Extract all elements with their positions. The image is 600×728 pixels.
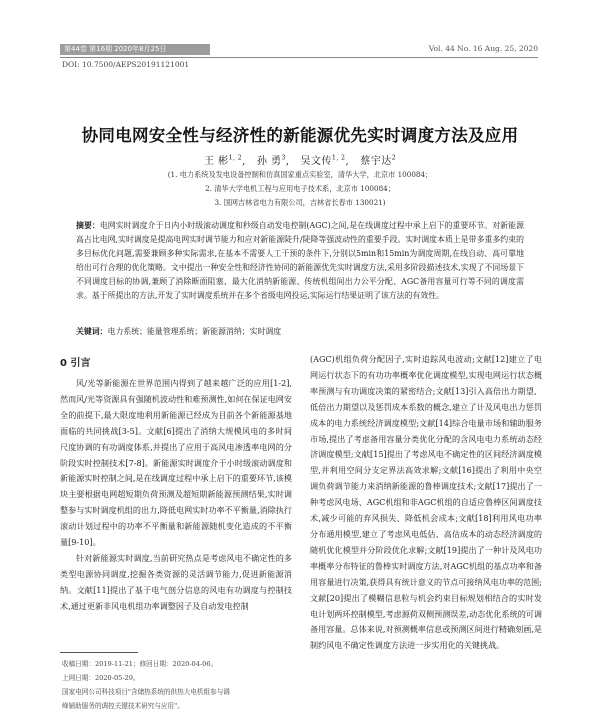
paragraph: 风/光等新能源在世界范围内得到了越来越广泛的应用[1-2],然而风/光等资源具有强随机波动性和难预测性,如何在保证电网安全的前提下,最大限度地利用新能源已经成为目前各个新能源基地面临的共同挑战[3-5]。文献[6]提出了消纳大规模风电的多时间尺度协调的有功调度体系,并提出了应用于高风电渗透率电网的分阶段实时控制技术[7-8]。新能源实时调度介于小时级滚动调度和新能源实时控制之间,是在线调度过程中承上启下的重要环节,该模块主要根据电网超短期负荷预测及超短期新能源预测结果,实时调整参与实时调度机组的出力,降低电网实时功率不平衡量,消除执行滚动计划过程中的功率不平衡量和新能源随机变化造成的不平衡量[9-10]。: [60, 378, 292, 548]
abstract-label: 摘要：: [76, 221, 100, 230]
author-1-affil: 1, 2: [228, 154, 243, 162]
section-heading-introduction: 0 引言: [60, 358, 91, 369]
paragraph: (AGC)机组负荷分配因子,实时追踪风电波动;文献[12]建立了电网运行状态下的有功功率概率优化调度模型,实现电网运行状态概率预测与有功调度决策的紧密结合;文献[13]引入高倍出力期望、低倍出力期望以及惩罚成本系数的概念,建立了计及风电出力惩罚成本的电力系统经济调度模型;文献[14]综合电量市场和辅助服务市场,提出了考虑备用容量分类优化分配的含风电电力系统动态经济调度模型;文献[15]提出了考虑风电不确定性的区间经济调度模型,并利用空间分支定界法高效求解;文献[16]提出了利用中央空调负荷调节能力来消纳新能源的鲁棒调度技术;文献[17]提出了一种考虑风电场、AGC机组和非AGC机组的自适应鲁棒区间调度技术,减少可能的弃风损失、降低机会成本;文献[18]利用风电功率分布通用模型,建立了考虑风电低估、高估成本的动态经济调度的随机优化模型并分阶段优化求解;文献[19]提出了一种计及风电功率概率分布特征的鲁棒实时调度方法,对AGC机组的基点功率和备用容量进行决策,获得具有统计意义的节点可接纳风电功率的范围;文献[20]提出了模糊信息粒与机会约束目标规划相结合的实时发电计划两环控制模型,考虑源荷双侧预测误差,动态优化系统的可调备用容量。总体来说,对预测概率信息或预测区间进行精确刻画,是制约风电不确定性调度方法进一步实用化的关键挑战。: [310, 354, 542, 651]
footnote-received: 收稿日期：2019-11-21；修回日期：2020-04-06。: [62, 660, 218, 668]
journal-volume: Vol. 44 No. 16 Aug. 25, 2020: [428, 44, 538, 53]
footnote-online: 上网日期：2020-05-29。: [62, 674, 140, 682]
author-list: 王 彬$^{1, 2}$, 孙 勇$^3$, 吴文传$^{1, 2}$, 蔡宇达$^2$: [203, 154, 397, 167]
author-3: 吴文传: [300, 156, 333, 167]
author-1: 王 彬: [203, 156, 229, 167]
author-4: 蔡宇达: [360, 156, 392, 167]
body-left-column: [60, 376, 292, 615]
doi: DOI: 10.7500/AEPS20191121001: [62, 60, 190, 69]
body-right-column: [310, 352, 542, 654]
issue-badge: 第44卷 第16期 2020年8月25日: [60, 44, 210, 55]
abstract: [76, 219, 524, 304]
paper-title: 协同电网安全性与经济性的新能源优先实时调度方法及应用: [81, 126, 519, 145]
footnote-rule: [60, 652, 138, 653]
author-3-affil: 1, 2: [332, 154, 346, 162]
footnote-funding: 国家电网公司科技项目"含储热系统的供热大电机组参与调: [62, 688, 230, 696]
footnote-funding-cont: 峰辅助服务的调控关键技术研究与应用"。: [62, 702, 184, 710]
author-2: 孙 勇: [256, 156, 282, 167]
header-rule: [60, 57, 538, 58]
paragraph: 针对新能源实时调度,当前研究热点是考虑风电不确定性的多类型电源协同调度,挖掘各类资源的灵活调节能力,促进新能源消纳。文献[11]提出了基于电气剖分信息的风电有功调度与控制技术,通过更新非风电机组功率调整因子及自动发电控制: [60, 552, 292, 611]
affiliation-2: 2. 清华大学电机工程与应用电子技术系，北京市 100084；: [205, 184, 395, 193]
affiliation-3: 3. 国网吉林省电力有限公司，吉林省长春市 130021): [214, 198, 386, 207]
keywords-label: 关键词：: [76, 327, 108, 336]
author-4-affil: 2: [391, 154, 397, 162]
keywords: [76, 326, 526, 337]
affiliation-1: (1. 电力系统及发电设备控制和仿真国家重点实验室，清华大学，北京市 100084；: [167, 170, 433, 179]
keywords-text: 电力系统；能量管理系统；新能源消纳；实时调度: [107, 327, 282, 336]
author-2-affil: 3: [281, 154, 286, 162]
abstract-text: 电网实时调度介于日内小时级滚动调度和秒级自动发电控制(AGC)之间,是在线调度过程中承上启下的重要环节。对新能源高占比电网,实时调度是提高电网实时调节能力和应对新能源陡升/陡降等强波动性的重要手段。实时调度本质上是带多重多约束的多目标优化问题,需要兼顾多种实际需求,在基本不需要人工干预的条件下,分别以5min和15min为调度周期,在线自动、高可靠地给出可行合理的优化策略。文中提出一种安全性和经济性协同的新能源优先实时调度方法,采用多阶段描述技术,实现了不同场景下不同调度目标的协调,兼顾了消除断面阻塞、最大化消纳新能源、传统机组间出力公平分配、AGC备用容量可行等不同的调度需求。基于所提出的方法,开发了实时调度系统并在多个省级电网投运,实际运行结果证明了该方法的有效性。: [76, 221, 524, 301]
